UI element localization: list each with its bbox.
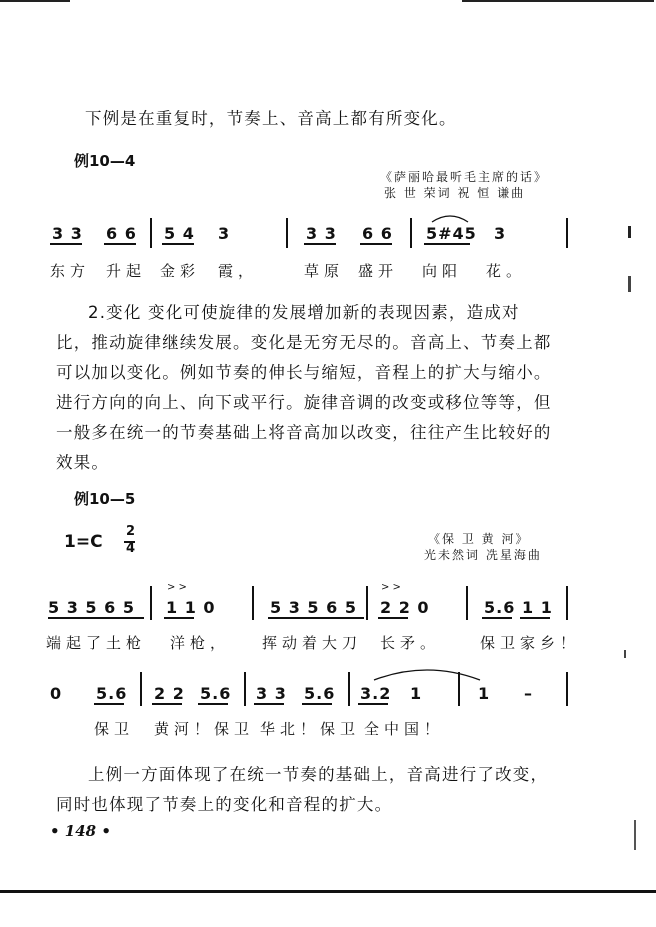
accent-mark: > > (381, 582, 401, 593)
lyric: 盛开 (358, 262, 399, 280)
barline (150, 586, 152, 620)
note-group: – (524, 684, 533, 703)
lyric: 保卫家乡！ (480, 634, 581, 652)
note-group: 3 3 (306, 224, 337, 243)
intro-text: 下例是在重复时，节奏上、音高上都有所变化。 (85, 109, 457, 128)
note-group: 1 (410, 684, 423, 703)
lyric: 长矛。 (380, 634, 441, 652)
beam-line (162, 243, 194, 245)
time-signature-top: 2 (126, 524, 136, 539)
barline (458, 672, 460, 706)
paragraph-line: 效果。 (56, 453, 110, 472)
note-group: 5#45 (426, 224, 477, 243)
note-group: 3 (218, 224, 231, 243)
scan-mark (624, 650, 626, 658)
lyric: 华北！保卫 (260, 720, 361, 738)
key-signature: 1=C (64, 532, 103, 552)
barline (244, 672, 246, 706)
scan-mark (628, 276, 631, 292)
song-title: 《萨丽哈最听毛主席的话》 (380, 170, 549, 184)
lyric: 挥动着大刀 (262, 634, 363, 652)
lyric: 端起了土枪 (46, 634, 147, 652)
barline (410, 218, 412, 248)
note-group: 5 3 5 6 5 (48, 598, 135, 617)
beam-line (304, 243, 336, 245)
note-group: 1 1 0 (166, 598, 216, 617)
paragraph-line: 2.变化 变化可使旋律的发展增加新的表现因素，造成对 (88, 303, 520, 322)
note-group: 5.6 (304, 684, 336, 703)
lyric: 向阳 (422, 262, 463, 280)
beam-line (520, 617, 550, 619)
page-number: • 148 • (50, 822, 111, 840)
paragraph-line: 一般多在统一的节奏基础上将音高加以改变，往往产生比较好的 (56, 423, 552, 442)
paragraph-line: 进行方向的向上、向下或平行。旋律音调的改变或移位等等，但 (56, 393, 552, 412)
note-group: 3.2 (360, 684, 392, 703)
note-group: 5.6 (200, 684, 232, 703)
paragraph-line: 可以加以变化。例如节奏的伸长与缩短，音程上的扩大与缩小。 (56, 363, 552, 382)
note-group: 3 3 (52, 224, 83, 243)
beam-line (358, 703, 388, 705)
lyric: 保卫 (94, 720, 135, 738)
note-group: 6 6 (106, 224, 137, 243)
note-group: 3 (494, 224, 507, 243)
accent-mark: > > (167, 582, 187, 593)
song-credits: 光未然词 冼星海曲 (424, 548, 542, 562)
beam-line (94, 703, 124, 705)
beam-line (424, 243, 470, 245)
lyric: 霞， (218, 262, 259, 280)
lyric: 升起 (106, 262, 147, 280)
barline (566, 218, 568, 248)
barline (566, 672, 568, 706)
conclusion-line: 上例一方面体现了在统一节奏的基础上，音高进行了改变， (88, 765, 549, 784)
note-group: 5.6 (484, 598, 516, 617)
barline (252, 586, 254, 620)
note-group: 5.6 (96, 684, 128, 703)
lyric: 花。 (486, 262, 527, 280)
top-rule-right (462, 0, 654, 2)
scan-mark (634, 820, 636, 850)
bottom-rule (0, 890, 656, 893)
scan-mark (628, 226, 631, 238)
barline (286, 218, 288, 248)
beam-line (198, 703, 228, 705)
top-rule-left (0, 0, 70, 2)
beam-line (302, 703, 332, 705)
lyric: 全中国！ (364, 720, 445, 738)
example-label: 例10—5 (74, 490, 136, 508)
note-group: 2 2 0 (380, 598, 430, 617)
beam-line (482, 617, 512, 619)
tie (372, 664, 482, 682)
barline (348, 672, 350, 706)
lyric: 黄河！保卫 (154, 720, 255, 738)
note-group: 5 3 5 6 5 (270, 598, 357, 617)
note-group: 5 4 (164, 224, 195, 243)
lyric: 草原 (304, 262, 345, 280)
note-group: 3 3 (256, 684, 287, 703)
note-group: 1 1 (522, 598, 553, 617)
note-group: 2 2 (154, 684, 185, 703)
beam-line (50, 243, 82, 245)
beam-line (254, 703, 284, 705)
barline (366, 586, 368, 620)
conclusion-line: 同时也体现了节奏上的变化和音程的扩大。 (56, 795, 393, 814)
barline (150, 218, 152, 248)
example-label: 例10—4 (74, 152, 136, 170)
barline (466, 586, 468, 620)
barline (140, 672, 142, 706)
note-group: 0 (50, 684, 63, 703)
beam-line (378, 617, 408, 619)
beam-line (152, 703, 182, 705)
note-group: 1 (478, 684, 491, 703)
lyric: 金彩 (160, 262, 201, 280)
beam-line (164, 617, 194, 619)
beam-line (268, 617, 364, 619)
barline (566, 586, 568, 620)
beam-line (360, 243, 392, 245)
lyric: 洋枪， (170, 634, 231, 652)
paragraph-line: 比，推动旋律继续发展。变化是无穷无尽的。音高上、节奏上都 (56, 333, 552, 352)
song-title: 《保 卫 黄 河》 (428, 532, 530, 546)
slur (430, 212, 470, 224)
song-credits: 张 世 荣词 祝 恒 谦曲 (384, 186, 526, 200)
note-group: 6 6 (362, 224, 393, 243)
lyric: 东方 (50, 262, 91, 280)
beam-line (48, 617, 144, 619)
time-signature-bottom: 4 (126, 541, 136, 556)
beam-line (104, 243, 136, 245)
